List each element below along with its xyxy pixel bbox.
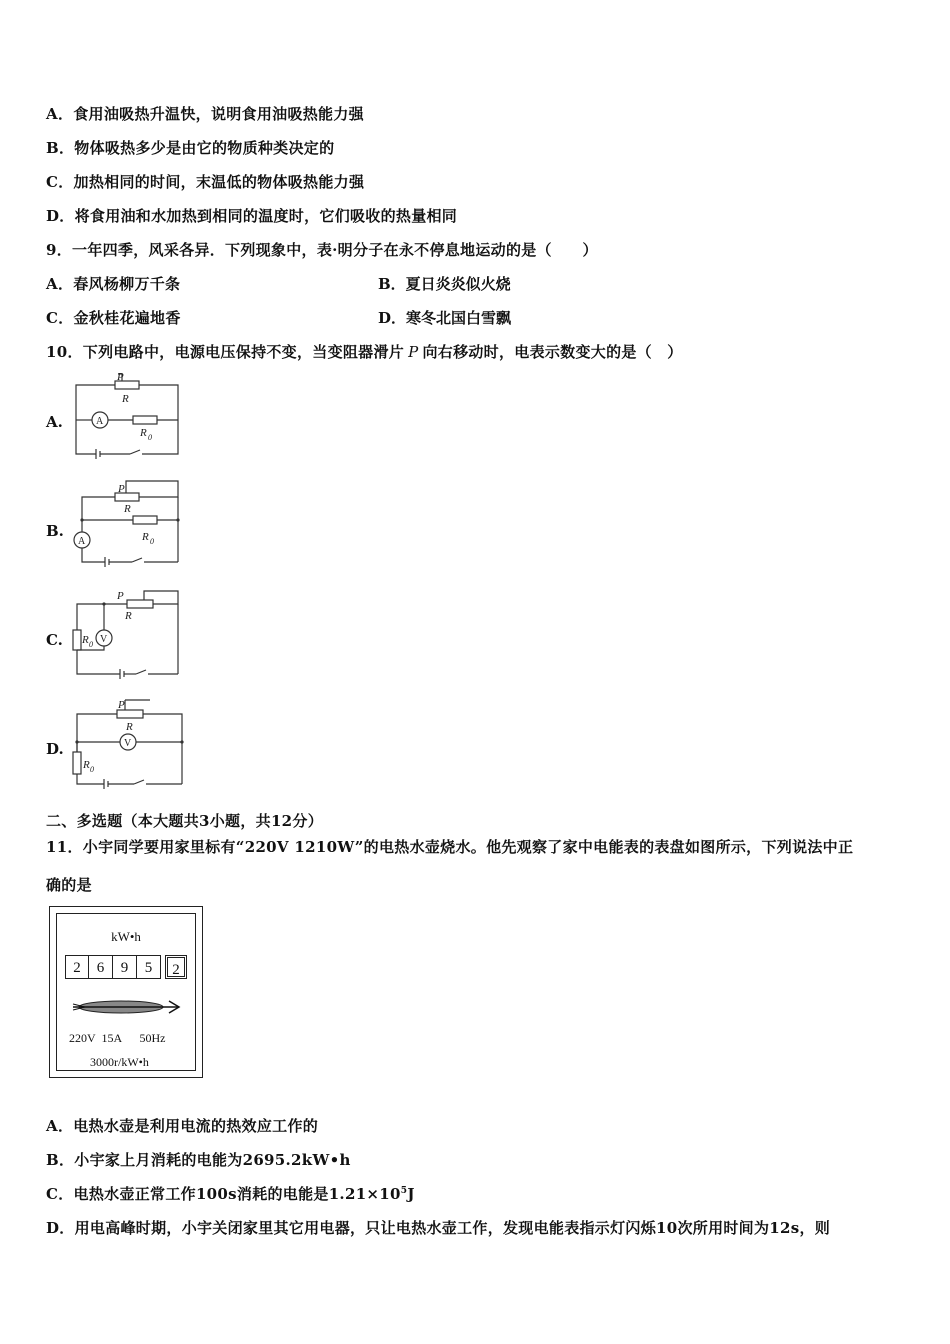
circuit-b-r: R <box>124 503 131 515</box>
meter-revolutions: 3000r/kW•h <box>90 1055 149 1069</box>
q11-stem-line1: 11．小宇同学要用家里标有“220V 1210W”的电热水壶烧水。他先观察了家中电能表的表盘如图所示，下列说法中正 <box>46 838 854 856</box>
q11-stem-line2: 确的是 <box>46 876 92 894</box>
q10-stem <box>46 341 683 362</box>
circuit-b-r0-sub: 0 <box>150 537 154 546</box>
circuit-d-r0: R <box>83 759 90 771</box>
q9-option-c: C．金秋桂花遍地香 <box>46 309 181 327</box>
q9-option-a: A．春风杨柳万千条 <box>46 275 181 293</box>
q10-label-c: C. <box>46 631 63 649</box>
circuit-a-r0: R <box>140 427 147 439</box>
circuit-d <box>70 696 190 795</box>
circuit-a <box>70 370 185 466</box>
meter-digit: 9 <box>113 955 137 979</box>
q8-option-a: A．食用油吸热升温快，说明食用油吸热能力强 <box>46 105 364 123</box>
meter-arrow-icon <box>71 998 183 1016</box>
circuit-a-ammeter: A <box>96 416 104 427</box>
meter-digits <box>65 955 187 979</box>
q10-stem-post: 向右移动时，电表示数变大的是（ ） <box>422 343 683 361</box>
q8-option-c: C．加热相同的时间，末温低的物体吸热能力强 <box>46 173 365 191</box>
circuit-a-p: P <box>117 371 124 383</box>
q11-option-a: A．电热水壶是利用电流的热效应工作的 <box>46 1117 319 1135</box>
q11-option-b: B．小宇家上月消耗的电能为2695.2kW•h <box>46 1151 351 1169</box>
circuit-b-ammeter: A <box>78 536 86 547</box>
q11-option-c-pre: C．电热水壶正常工作100s消耗的电能是1.21×10 <box>46 1185 401 1203</box>
circuit-d-r0-sub: 0 <box>90 765 94 774</box>
q11-option-c <box>46 1183 415 1204</box>
circuit-c <box>70 588 185 684</box>
meter-specs: 220V 15A 50Hz <box>69 1031 166 1045</box>
circuit-b-p: P <box>118 483 125 495</box>
q8-option-d: D．将食用油和水加热到相同的温度时，它们吸收的热量相同 <box>46 207 458 225</box>
q9-stem: 9．一年四季，风采各异．下列现象中，表·明分子在永不停息地运动的是（ ） <box>46 241 598 259</box>
q11-option-d: D．用电高峰时期，小宇关闭家里其它用电器，只让电热水壶工作，发现电能表指示灯闪烁10次所用时间为12s，则 <box>46 1219 831 1237</box>
circuit-c-r0: R <box>82 634 89 646</box>
q10-label-b: B. <box>46 522 64 540</box>
circuit-c-r0-sub: 0 <box>89 640 93 649</box>
q9-option-b: B．夏日炎炎似火烧 <box>378 275 511 293</box>
meter-decimal-digit: 2 <box>165 955 187 979</box>
circuit-c-p: P <box>117 590 124 602</box>
q10-stem-p: P <box>408 343 419 361</box>
meter-digit: 6 <box>89 955 113 979</box>
circuit-c-r: R <box>125 610 132 622</box>
q10-label-d: D. <box>46 740 64 758</box>
circuit-a-r: R <box>122 393 129 405</box>
meter-digit: 5 <box>137 955 161 979</box>
energy-meter-figure <box>49 906 203 1078</box>
section-2-heading: 二、多选题（本大题共3小题，共12分） <box>46 812 324 830</box>
circuit-d-r: R <box>126 721 133 733</box>
circuit-d-p: P <box>118 699 125 711</box>
meter-unit: kW•h <box>111 929 141 944</box>
meter-digit: 2 <box>65 955 89 979</box>
circuit-a-r0-sub: 0 <box>148 433 152 442</box>
circuit-b <box>70 478 185 574</box>
q11-option-c-exp: 5 <box>400 1186 408 1196</box>
q8-option-b: B．物体吸热多少是由它的物质种类决定的 <box>46 139 335 157</box>
q11-option-c-post: J <box>407 1185 415 1203</box>
q10-stem-pre: 10．下列电路中，电源电压保持不变，当变阻器滑片 <box>46 343 405 361</box>
circuit-d-voltmeter: V <box>124 738 132 749</box>
q10-label-a: A. <box>46 413 63 431</box>
circuit-b-r0: R <box>142 531 149 543</box>
circuit-c-voltmeter: V <box>100 634 108 645</box>
q9-option-d: D．寒冬北国白雪飘 <box>378 309 512 327</box>
